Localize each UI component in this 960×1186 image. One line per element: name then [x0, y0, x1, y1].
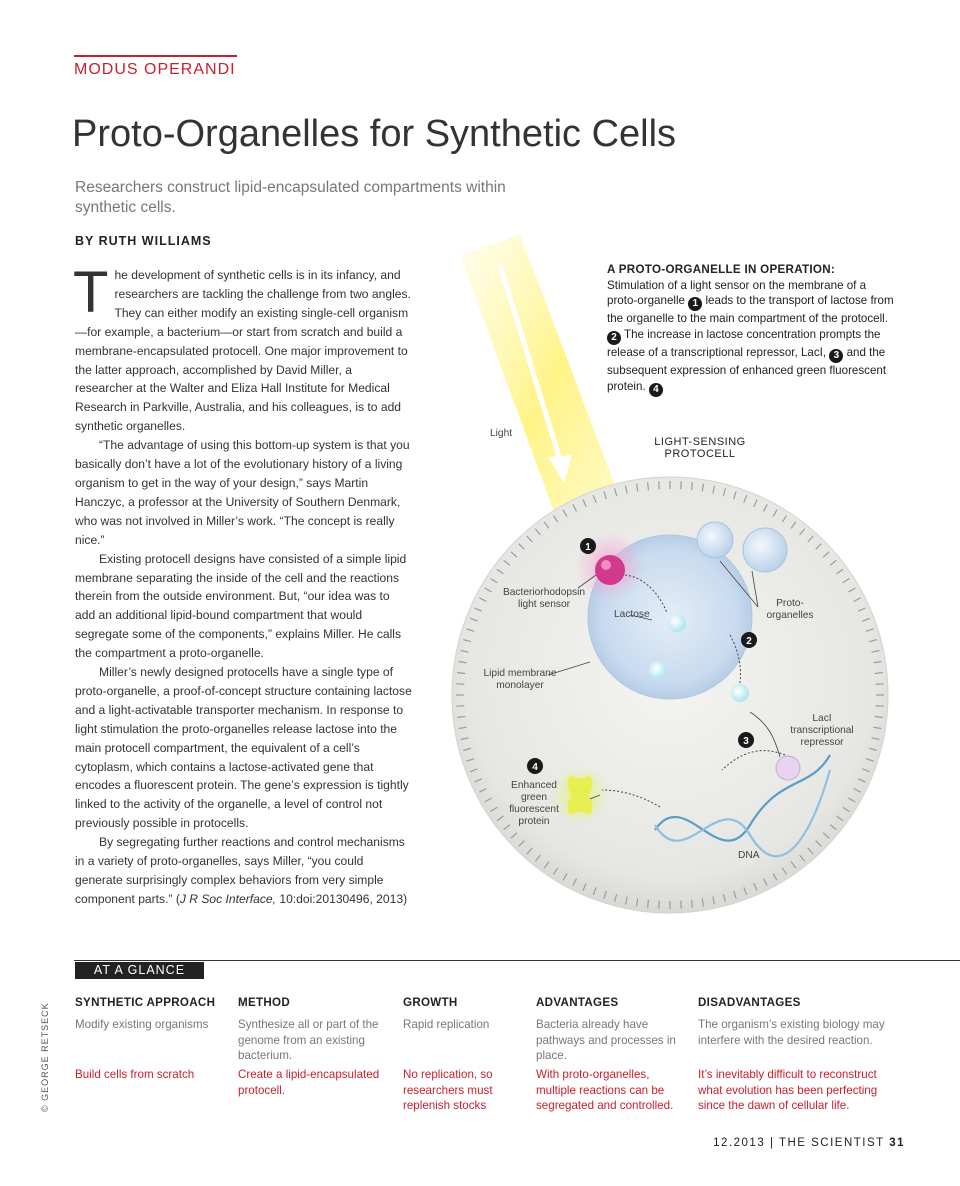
badge-2 [741, 632, 757, 648]
label-light: Light [490, 428, 513, 439]
lactose-molecule [668, 614, 686, 632]
caption-title: A PROTO-ORGANELLE IN OPERATION: [607, 263, 836, 276]
label-lipid-membrane: Lipid membrane monolayer [483, 668, 557, 691]
membrane-tick [457, 673, 465, 674]
proto-organelle-small-2 [743, 528, 787, 572]
badge-1 [580, 538, 596, 554]
label-proto-organelles: Proto- organelles [766, 598, 814, 621]
membrane-tick [648, 482, 649, 490]
figure-caption: A PROTO-ORGANELLE IN OPERATION: Stimulation of a light sensor on the membrane of a proto-organelle 1 leads to the transport of lactose from the organelle to the main compartment of the protocell. 2 The increase in lactose concentration prompts the release of a transcriptional repressor, LacI, 3 and the subsequent expression of enhanced green fluorescent protein. 4 [607, 262, 897, 397]
membrane-tick [692, 482, 693, 490]
section-label: MODUS OPERANDI [74, 61, 236, 78]
label-egfp: Enhanced green fluorescent protein [509, 780, 559, 827]
membrane-tick [692, 900, 693, 908]
section-rule [74, 55, 237, 57]
laci-repressor [776, 756, 800, 780]
label-dna: DNA [738, 850, 760, 861]
svg-text:3: 3 [743, 736, 749, 747]
article-title: Proto-Organelles for Synthetic Cells [72, 113, 677, 155]
lactose-molecule [731, 684, 749, 702]
paragraph-3: Existing protocell designs have consisted of a simple lipid membrane separating the inside of the cell and the reactions therein from the outside environment. But, “our idea was to add an additional lipid-bound compartment that would segregate some of the components,” explains Miller. He calls the compartment a proto-organelle. [75, 551, 407, 661]
article-body [73, 260, 413, 909]
photo-credit: © GEORGE RETSECK [40, 1002, 50, 1112]
label-lactose: Lactose [614, 609, 650, 620]
label-light-sensor: Bacteriorhodopsin light sensor [502, 587, 586, 610]
glance-col-growth: GROWTH Rapid replication No replication, so researchers must replenish stocks [403, 996, 493, 1113]
membrane-tick [648, 900, 649, 908]
glance-col-method: METHOD Synthesize all or part of the genome from an existing bacterium. Create a lipid-encapsulated protocell. [238, 996, 380, 1097]
paragraph-4: Miller’s newly designed protocells have a single type of proto-organelle, a proof-of-concept structure containing lactose and a light-activatable transporter mechanism. In response to light stimulation the proto-organelles release lactose into the main protocell compartment, the equivalent of a cell’s cytoplasm, which contains a lactose-activated gene that encodes a fluorescent protein. The gene’s expression is tightly linked to the activity of the organelle, a level of control not previously possible in protocells. [75, 665, 412, 831]
glance-col-advantages: ADVANTAGES Bacteria already have pathways and processes in place. With proto-organelles, multiple reactions can be segregated and controlled. [536, 996, 676, 1113]
membrane-tick [457, 717, 465, 718]
svg-text:4: 4 [532, 762, 538, 773]
label-laci: LacI transcriptional repressor [790, 713, 854, 748]
svg-text:2: 2 [746, 636, 752, 647]
caption-badge-3: 3 [829, 349, 843, 363]
glance-col-disadvantages: DISADVANTAGES The organism’s existing biology may interfere with the desired reaction. It’s inevitably difficult to reconstruct what evolution has been perfecting since the dawn of cellular life. [698, 996, 885, 1113]
badge-4 [527, 758, 543, 774]
lactose-molecule [649, 661, 667, 679]
light-sensor [595, 555, 625, 585]
badge-3 [738, 732, 754, 748]
caption-badge-1: 1 [688, 297, 702, 311]
membrane-tick [875, 673, 883, 674]
svg-text:1: 1 [585, 542, 591, 553]
paragraph-1: The development of synthetic cells is in its infancy, and researchers are tackling the challenge from two angles. They can either modify an existing single-cell organism—for example, a bacterium—or start from scratch and build a membrane-encapsulated protocell. One major improvement to the latter approach, accomplished by David Miller, a researcher at the Walter and Eliza Hall Institute for Medical Research in Parkville, Australia, and his colleagues, is to add synthetic organelles. [73, 260, 411, 434]
byline: BY RUTH WILLIAMS [75, 234, 212, 248]
proto-organelle-small-1 [697, 522, 733, 558]
citation-journal: J R Soc Interface, [179, 891, 276, 906]
article-subtitle: Researchers construct lipid-encapsulated compartments within synthetic cells. [75, 179, 506, 216]
page-footer: 12.2013 | THE SCIENTIST 31 [713, 1137, 905, 1149]
caption-badge-4: 4 [649, 383, 663, 397]
paragraph-5: By segregating further reactions and control mechanisms in a variety of proto-organelles, says Miller, “you could generate surprisingly complex behaviors from very simple component parts.” (J R Soc Interface, 10:doi:20130496, 2013) [75, 835, 408, 906]
caption-badge-2: 2 [607, 331, 621, 345]
label-protocell: LIGHT-SENSING PROTOCELL [654, 436, 746, 460]
paragraph-2: “The advantage of using this bottom-up system is that you basically don’t have a lot of the evolutionary history of a living organism to get in the way of your design,” says Martin Hanczyc, a professor at the University of Southern Denmark, who was not involved in Miller’s work. “The concept is really nice.” [75, 438, 410, 547]
membrane-tick [875, 717, 883, 718]
glance-rule [74, 960, 960, 961]
page-number: 31 [889, 1137, 905, 1149]
glance-tab: AT A GLANCE [75, 962, 204, 979]
glance-col-approach: SYNTHETIC APPROACH Modify existing organisms Build cells from scratch [75, 996, 216, 1081]
drop-cap: T [73, 260, 109, 325]
